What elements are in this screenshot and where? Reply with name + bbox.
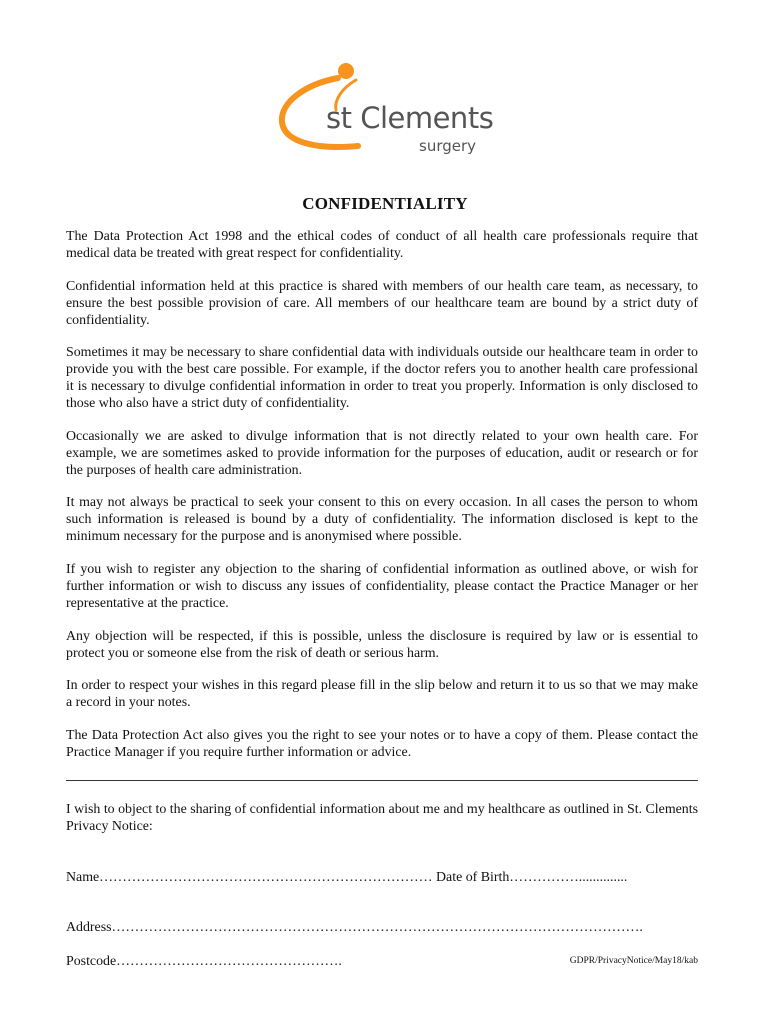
surgery-logo [276, 58, 496, 158]
page-title: CONFIDENTIALITY [302, 194, 468, 213]
paragraph-consent: It may not always be practical to seek your consent to this on every occasion. In all cases the person to whom such information is released is bound by a duty of confidentiality. The information disclosed is kept to the minimum necessary for the purpose and is anonymised where possible. [66, 495, 698, 545]
postcode-field[interactable]: Postcode…………………………………………. [66, 954, 342, 969]
name-dob-field[interactable]: Name……………………………………………………………… Date of Birth…………….............. [66, 870, 628, 885]
paragraph-access-rights: The Data Protection Act also gives you the right to see your notes or to have a copy of them. Please contact the Practice Manager if you require further information or advice. [66, 727, 698, 760]
slip-intro: I wish to object to the sharing of confidential information about me and my healthcare as outlined in St. Clements Privacy Notice: [66, 802, 698, 834]
document-reference: GDPR/PrivacyNotice/May18/kab [569, 956, 698, 966]
document-body [66, 228, 698, 776]
logo-subtitle-text: surgery [419, 137, 477, 155]
address-field[interactable]: Address……………………………………………………………………………………………………. [66, 920, 643, 935]
paragraph-fill-slip: In order to respect your wishes in this regard please fill in the slip below and return it to us so that we may make a record in your notes. [66, 678, 698, 711]
paragraph-objection-respected: Any objection will be respected, if this is possible, unless the disclosure is required by law or is essential to protect you or someone else from the risk of death or serious harm. [66, 628, 698, 661]
slip-divider [66, 780, 698, 781]
logo-name-text: st Clements [326, 101, 494, 135]
paragraph-external-sharing: Sometimes it may be necessary to share confidential data with individuals outside our healthcare team in order to provide you with the best care possible. For example, if the doctor refers you to another health care professional it is necessary to divulge confidential information in order to treat you properly. Information is only disclosed to those who also have a strict duty of confidentiality. [66, 345, 698, 412]
st-clements-logo-icon [276, 58, 496, 158]
paragraph-data-protection: The Data Protection Act 1998 and the ethical codes of conduct of all health care professionals require that medical data be treated with great respect for confidentiality. [66, 229, 698, 261]
paragraph-indirect-use: Occasionally we are asked to divulge information that is not directly related to your own health care. For example, we are sometimes asked to provide information for the purposes of education, audit or research or for the purposes of health care administration. [66, 428, 698, 478]
paragraph-team-sharing: Confidential information held at this practice is shared with members of our health care team, as necessary, to ensure the best possible provision of care. All members of our healthcare team are bound by a strict duty of confidentiality. [66, 278, 698, 328]
paragraph-objection-contact: If you wish to register any objection to the sharing of confidential information as outlined above, or wish for further information or wish to discuss any issues of confidentiality, please contact the Practice Manager or her representative at the practice. [66, 561, 698, 611]
